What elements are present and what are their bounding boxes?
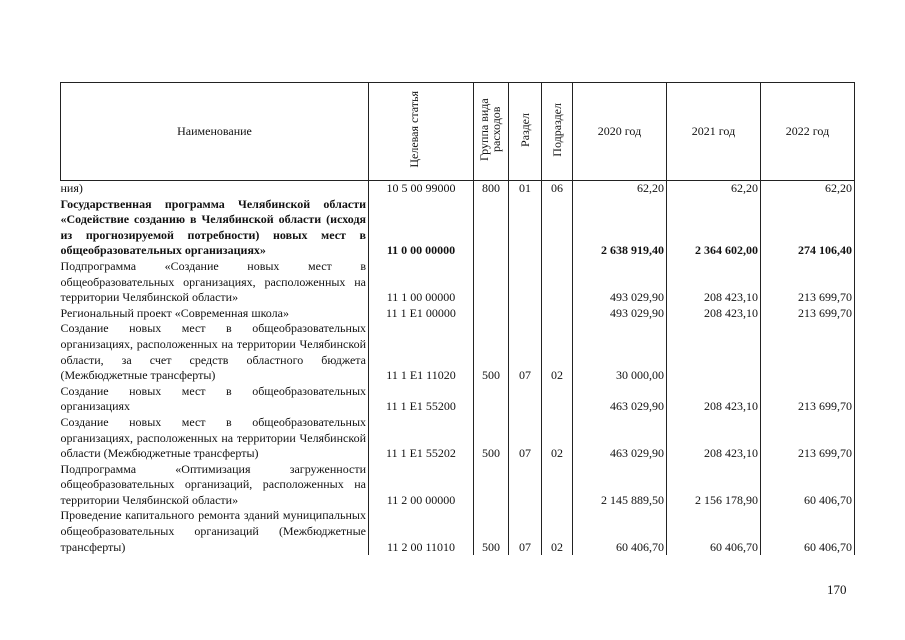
table-row bbox=[61, 181, 855, 197]
table-header-row bbox=[61, 83, 855, 181]
table-row bbox=[61, 384, 855, 415]
table-cell-section: 07 bbox=[509, 321, 542, 383]
table-row bbox=[61, 259, 855, 306]
table-cell-group: 800 bbox=[474, 181, 509, 197]
table-cell-2020: 493 029,90 bbox=[573, 259, 667, 306]
table-cell-target: 11 2 00 00000 bbox=[369, 462, 474, 509]
table-cell-name: Создание новых мест в общеобразовательных организациях, расположенных на территории Челябинской области, за счет средств областного бюджета (Межбюджетные трансферты) bbox=[60, 321, 366, 383]
table-cell-2021: 208 423,10 bbox=[667, 415, 761, 462]
page-number: 170 bbox=[827, 582, 847, 597]
table-cell-group: 500 bbox=[474, 508, 509, 555]
table-cell-group: 500 bbox=[474, 415, 509, 462]
table-cell-group bbox=[474, 197, 509, 259]
budget-table-page bbox=[60, 82, 854, 555]
table-cell-subsection bbox=[542, 197, 573, 259]
table-cell-group: 500 bbox=[474, 321, 509, 383]
budget-table bbox=[60, 82, 855, 555]
table-cell-target: 11 1 E1 55202 bbox=[369, 415, 474, 462]
table-cell-name: Создание новых мест в общеобразовательных организациях, расположенных на территории Челябинской области (Межбюджетные трансферты) bbox=[60, 414, 366, 461]
table-cell-2022: 213 699,70 bbox=[761, 306, 855, 322]
table-cell-group bbox=[474, 384, 509, 415]
header-2022: 2022 год bbox=[761, 83, 855, 181]
table-cell-2020: 30 000,00 bbox=[573, 321, 667, 383]
table-cell-2020: 2 145 889,50 bbox=[573, 462, 667, 509]
table-cell-2020: 463 029,90 bbox=[573, 415, 667, 462]
table-cell-target: 11 1 00 00000 bbox=[369, 259, 474, 306]
table-cell-2021: 208 423,10 bbox=[667, 306, 761, 322]
table-cell-section: 07 bbox=[509, 508, 542, 555]
table-cell-target: 11 1 E1 11020 bbox=[369, 321, 474, 383]
table-cell-target: 11 2 00 11010 bbox=[369, 508, 474, 555]
table-cell-2020: 2 638 919,40 bbox=[573, 197, 667, 259]
table-cell-name: Создание новых мест в общеобразовательных организациях bbox=[60, 383, 366, 414]
table-cell-target: 11 1 E1 55200 bbox=[369, 384, 474, 415]
table-cell-subsection bbox=[542, 306, 573, 322]
table-cell-section: 01 bbox=[509, 181, 542, 197]
table-cell-2020: 60 406,70 bbox=[573, 508, 667, 555]
table-cell-target: 10 5 00 99000 bbox=[369, 181, 474, 197]
table-cell-subsection: 02 bbox=[542, 321, 573, 383]
table-cell-group bbox=[474, 306, 509, 322]
table-cell-2021 bbox=[667, 321, 761, 383]
table-row bbox=[61, 508, 855, 555]
table-cell-2020: 62,20 bbox=[573, 181, 667, 197]
table-cell-subsection bbox=[542, 259, 573, 306]
table-cell-name: Подпрограмма «Оптимизация загруженности общеобразовательных организаций, расположенных на территории Челябинской области» bbox=[60, 461, 366, 507]
table-cell-name: Государственная программа Челябинской области «Содействие созданию в Челябинской области (исходя из прогнозируемой потребности) новых мест в общеобразовательных организациях» bbox=[60, 196, 366, 258]
table-cell-section bbox=[509, 462, 542, 509]
table-cell-2021: 60 406,70 bbox=[667, 508, 761, 555]
table-cell-section bbox=[509, 384, 542, 415]
table-cell-target: 11 1 E1 00000 bbox=[369, 306, 474, 322]
header-2020: 2020 год bbox=[573, 83, 667, 181]
table-cell-subsection bbox=[542, 384, 573, 415]
table-cell-section bbox=[509, 306, 542, 322]
table-cell-section bbox=[509, 259, 542, 306]
table-cell-group bbox=[474, 462, 509, 509]
table-row bbox=[61, 415, 855, 462]
table-cell-2021: 2 156 178,90 bbox=[667, 462, 761, 509]
table-cell-section: 07 bbox=[509, 415, 542, 462]
table-cell-name: Подпрограмма «Создание новых мест в общеобразовательных организациях, расположенных на территории Челябинской области» bbox=[60, 258, 366, 305]
header-2021: 2021 год bbox=[667, 83, 761, 181]
table-cell-2022: 213 699,70 bbox=[761, 384, 855, 415]
table-cell-2020: 463 029,90 bbox=[573, 384, 667, 415]
table-cell-2022: 213 699,70 bbox=[761, 415, 855, 462]
table-cell-group bbox=[474, 259, 509, 306]
header-target: Целевая статья bbox=[369, 83, 474, 181]
table-cell-2021: 208 423,10 bbox=[667, 384, 761, 415]
table-cell-name: Региональный проект «Современная школа» bbox=[60, 305, 289, 320]
table-cell-2022: 213 699,70 bbox=[761, 259, 855, 306]
table-cell-2022: 274 106,40 bbox=[761, 197, 855, 259]
table-cell-2022: 60 406,70 bbox=[761, 508, 855, 555]
table-cell-subsection: 02 bbox=[542, 508, 573, 555]
header-name: Наименование bbox=[61, 83, 369, 181]
table-cell-name: Проведение капитального ремонта зданий муниципальных общеобразовательных организаций (Межбюджетные трансферты) bbox=[60, 508, 366, 554]
table-cell-section bbox=[509, 197, 542, 259]
table-cell-name: ния) bbox=[60, 181, 83, 195]
header-group: Группа вида расходов bbox=[474, 83, 509, 181]
table-row bbox=[61, 462, 855, 509]
table-cell-2021: 208 423,10 bbox=[667, 259, 761, 306]
table-cell-2020: 493 029,90 bbox=[573, 306, 667, 322]
table-cell-2021: 2 364 602,00 bbox=[667, 197, 761, 259]
table-row bbox=[61, 306, 855, 322]
table-cell-subsection: 02 bbox=[542, 415, 573, 462]
table-row bbox=[61, 321, 855, 383]
table-cell-subsection: 06 bbox=[542, 181, 573, 197]
table-row bbox=[61, 197, 855, 259]
table-cell-2022: 60 406,70 bbox=[761, 462, 855, 509]
table-body bbox=[61, 181, 855, 556]
table-cell-2021: 62,20 bbox=[667, 181, 761, 197]
header-section: Раздел bbox=[509, 83, 542, 181]
table-cell-2022 bbox=[761, 321, 855, 383]
table-cell-target: 11 0 00 00000 bbox=[369, 197, 474, 259]
table-cell-2022: 62,20 bbox=[761, 181, 855, 197]
header-subsection: Подраздел bbox=[542, 83, 573, 181]
table-cell-subsection bbox=[542, 462, 573, 509]
